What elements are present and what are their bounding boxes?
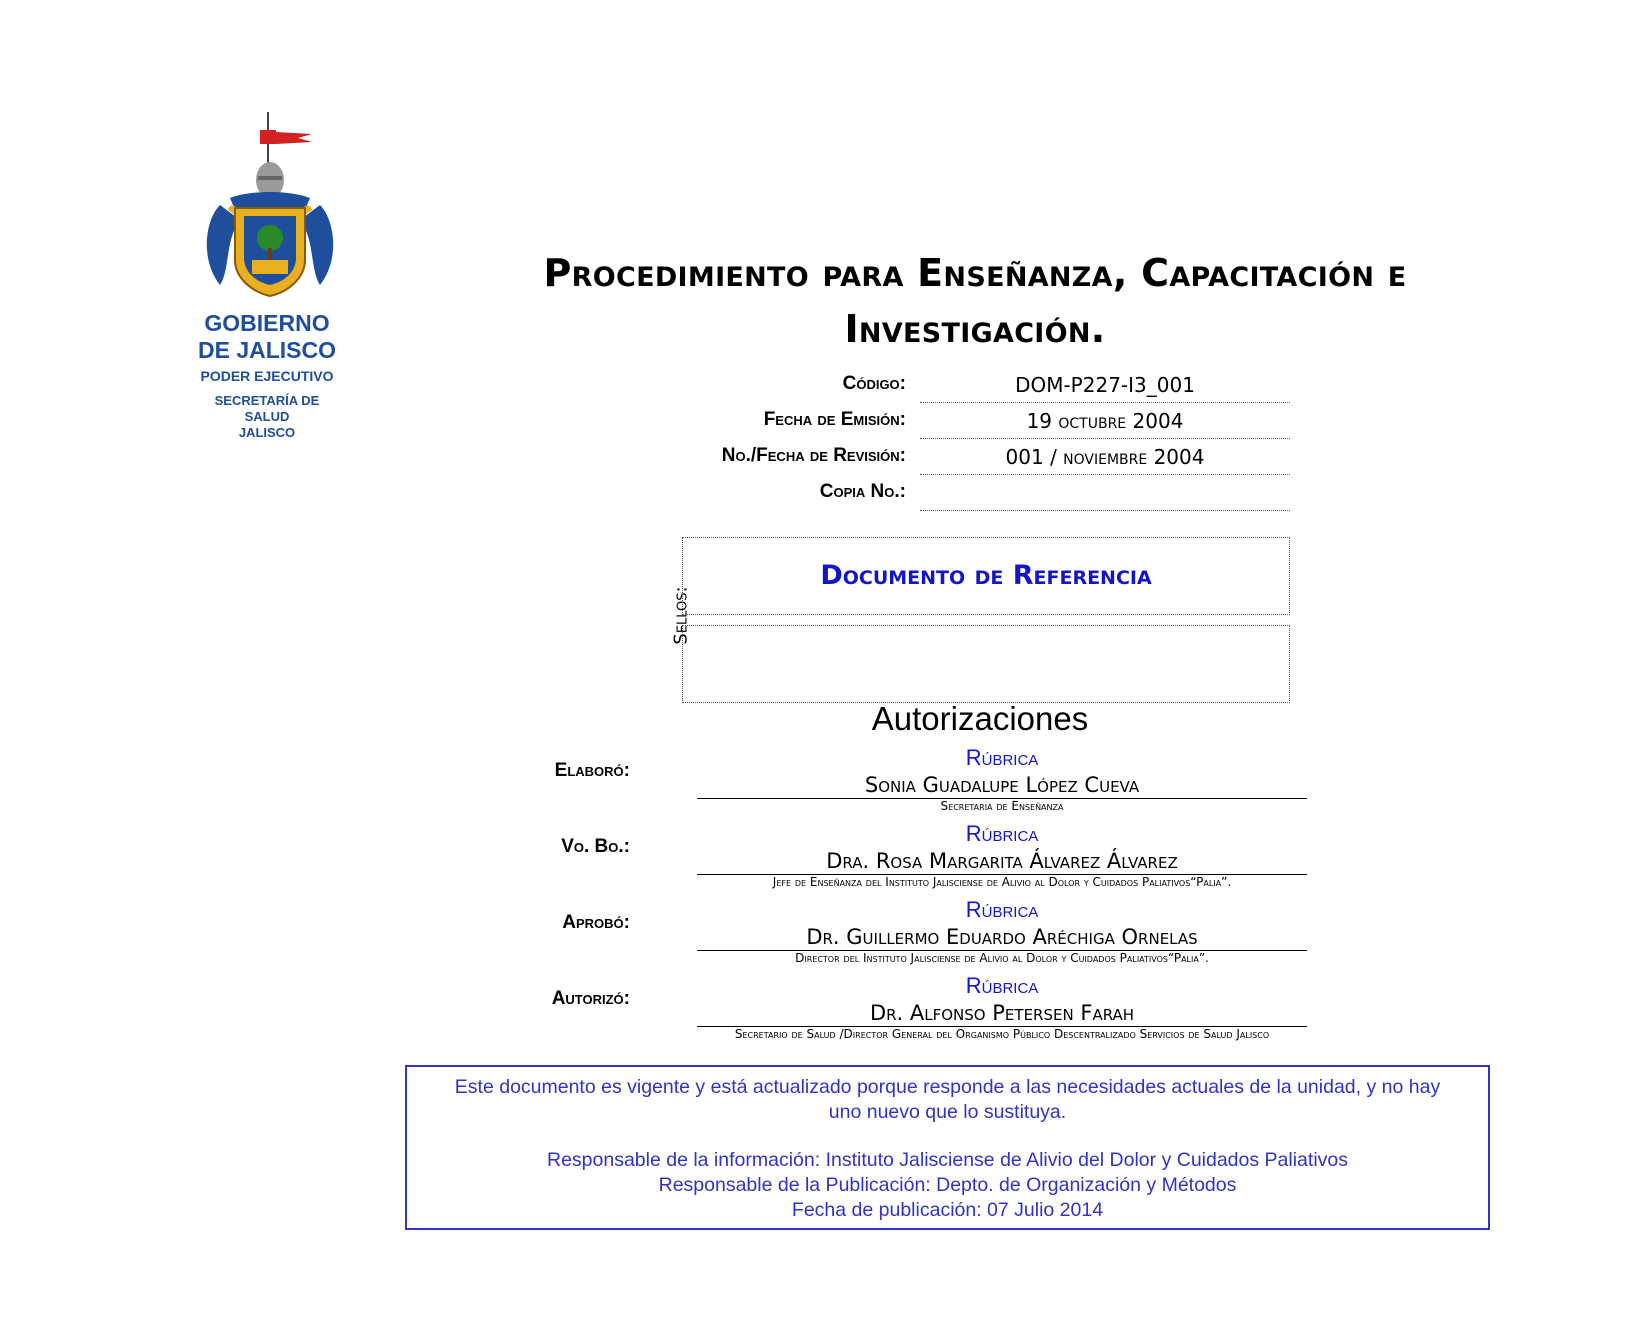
signer-name: Dr. Guillermo Eduardo Aréchiga Ornelas: [697, 924, 1307, 951]
auth-entry-autorizo: [697, 972, 1307, 1042]
document-title: [440, 245, 1510, 357]
title-line-1: Procedimiento para Enseñanza, Capacitación e: [543, 251, 1407, 295]
rubrica-text: Rúbrica: [965, 821, 1039, 846]
notice-fecha-publicacion: Fecha de publicación: 07 Julio 2014: [791, 1199, 1104, 1221]
logo-line-salud: SALUD: [244, 409, 290, 424]
copia-label: Copia No.:: [819, 481, 906, 502]
logo-text-jalisco: DE JALISCO: [197, 337, 337, 363]
elaboro-label: Elaboró:: [554, 760, 630, 781]
autorizo-label: Autorizó:: [551, 988, 630, 1009]
revision-value: 001 / noviembre 2004: [920, 440, 1290, 475]
autorizaciones-heading: Autorizaciones: [871, 700, 1089, 737]
coat-of-arms-icon: [200, 110, 340, 300]
aprobo-label: Aprobó:: [562, 912, 630, 933]
title-line-2: Investigación.: [844, 307, 1106, 351]
copia-value: [920, 476, 1290, 511]
rubrica-text: Rúbrica: [965, 745, 1039, 770]
logo-text-secretaria: [192, 393, 342, 441]
signer-name: Dra. Rosa Margarita Álvarez Álvarez: [697, 848, 1307, 875]
auth-entry-vobo: [697, 820, 1307, 890]
revision-label: No./Fecha de Revisión:: [721, 445, 906, 466]
government-logo: [192, 110, 342, 470]
signer-name: Dr. Alfonso Petersen Farah: [697, 1000, 1307, 1027]
codigo-label: Código:: [842, 373, 906, 394]
signer-role: Secretario de Salud /Director General del Organismo Público Descentralizado Servicios de Salud Jalisco: [734, 1027, 1270, 1041]
signer-role: Secretaria de Enseñanza: [940, 799, 1064, 813]
notice-validity-text: Este documento es vigente y está actualizado porque responde a las necesidades actuales de la unidad, y no hay uno nuevo que lo sustituya.: [454, 1076, 1441, 1123]
auth-entry-aprobo: [697, 896, 1307, 966]
rubrica-text: Rúbrica: [965, 973, 1039, 998]
stamp-box-2: [682, 625, 1290, 703]
codigo-value: DOM-P227-I3_001: [920, 368, 1290, 403]
signer-role: Director del Instituto Jalisciense de Alivio al Dolor y Cuidados Paliativos“Palia”.: [795, 951, 1209, 965]
fecha-emision-value: 19 octubre 2004: [920, 404, 1290, 439]
rubrica-text: Rúbrica: [965, 897, 1039, 922]
fecha-emision-label: Fecha de Emisión:: [763, 409, 906, 430]
auth-entry-elaboro: [697, 744, 1307, 814]
stamp-title: Documento de Referencia: [820, 560, 1152, 591]
sellos-label: Sellos:: [670, 586, 692, 645]
notice-responsable-publicacion: Responsable de la Publicación: Depto. de Organización y Métodos: [658, 1174, 1237, 1196]
logo-text-poder: PODER EJECUTIVO: [200, 368, 334, 384]
validity-notice: [405, 1065, 1490, 1230]
notice-responsable-info: Responsable de la información: Instituto Jalisciense de Alivio del Dolor y Cuidados Paliativos: [546, 1149, 1348, 1171]
logo-text-gobierno: GOBIERNO: [204, 310, 330, 336]
logo-line-jalisco: JALISCO: [238, 425, 296, 440]
signer-name: Sonia Guadalupe López Cueva: [697, 772, 1307, 799]
vobo-label: Vo. Bo.:: [561, 836, 630, 857]
stamp-box-1: [682, 537, 1290, 615]
signer-role: Jefe de Enseñanza del Instituto Jalisciense de Alivio al Dolor y Cuidados Paliativos“Palia”.: [772, 875, 1232, 889]
logo-line-secretaria: SECRETARÍA DE: [214, 393, 320, 408]
